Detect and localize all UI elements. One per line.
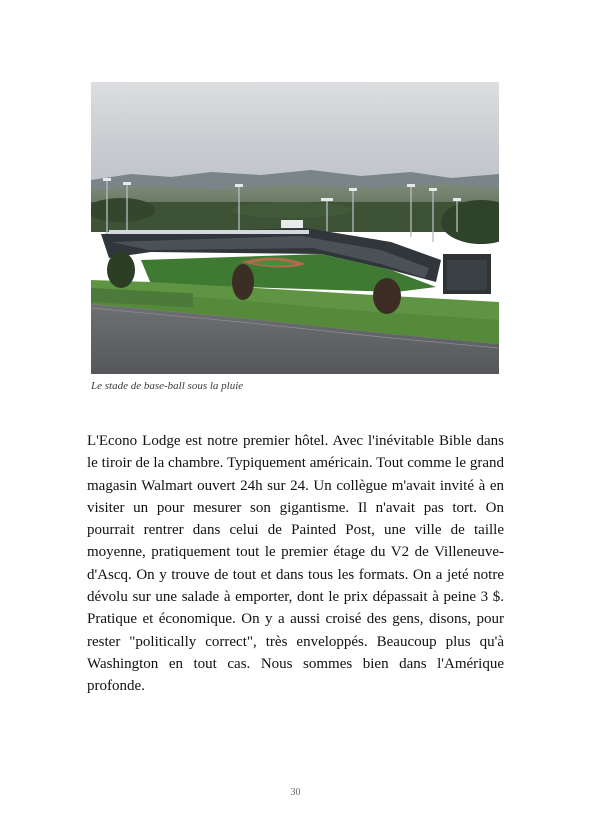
stadium-photo (91, 82, 499, 374)
page-number: 30 (290, 787, 301, 798)
body-paragraph: L'Econo Lodge est notre premier hôtel. Avec l'inévitable Bible dans le tiroir de la chambre. Typiquement américain. Tout comme le grand magasin Walmart ouvert 24h sur 24. Un collègue m'avait invité à en visiter un pour mesurer son gigantisme. Il n'avait pas tort. On pourrait rentrer dans celui de Painted Post, une ville de taille moyenne, pratiquement tout le premier étage du V2 de Villeneuve-d'Ascq. On y trouve de tout et dans tous les formats. On a jeté notre dévolu sur une salade à emporter, dont le prix dépassait à peine 3 $. Pratique et économique. On y a aussi croisé des gens, disons, pour rester "politically correct", très enveloppés. Beaucoup plus qu'à Washington en tout cas. Nous sommes bien dans l'Amérique profonde. (87, 433, 504, 695)
photo-caption: Le stade de base-ball sous la pluie (91, 380, 244, 392)
